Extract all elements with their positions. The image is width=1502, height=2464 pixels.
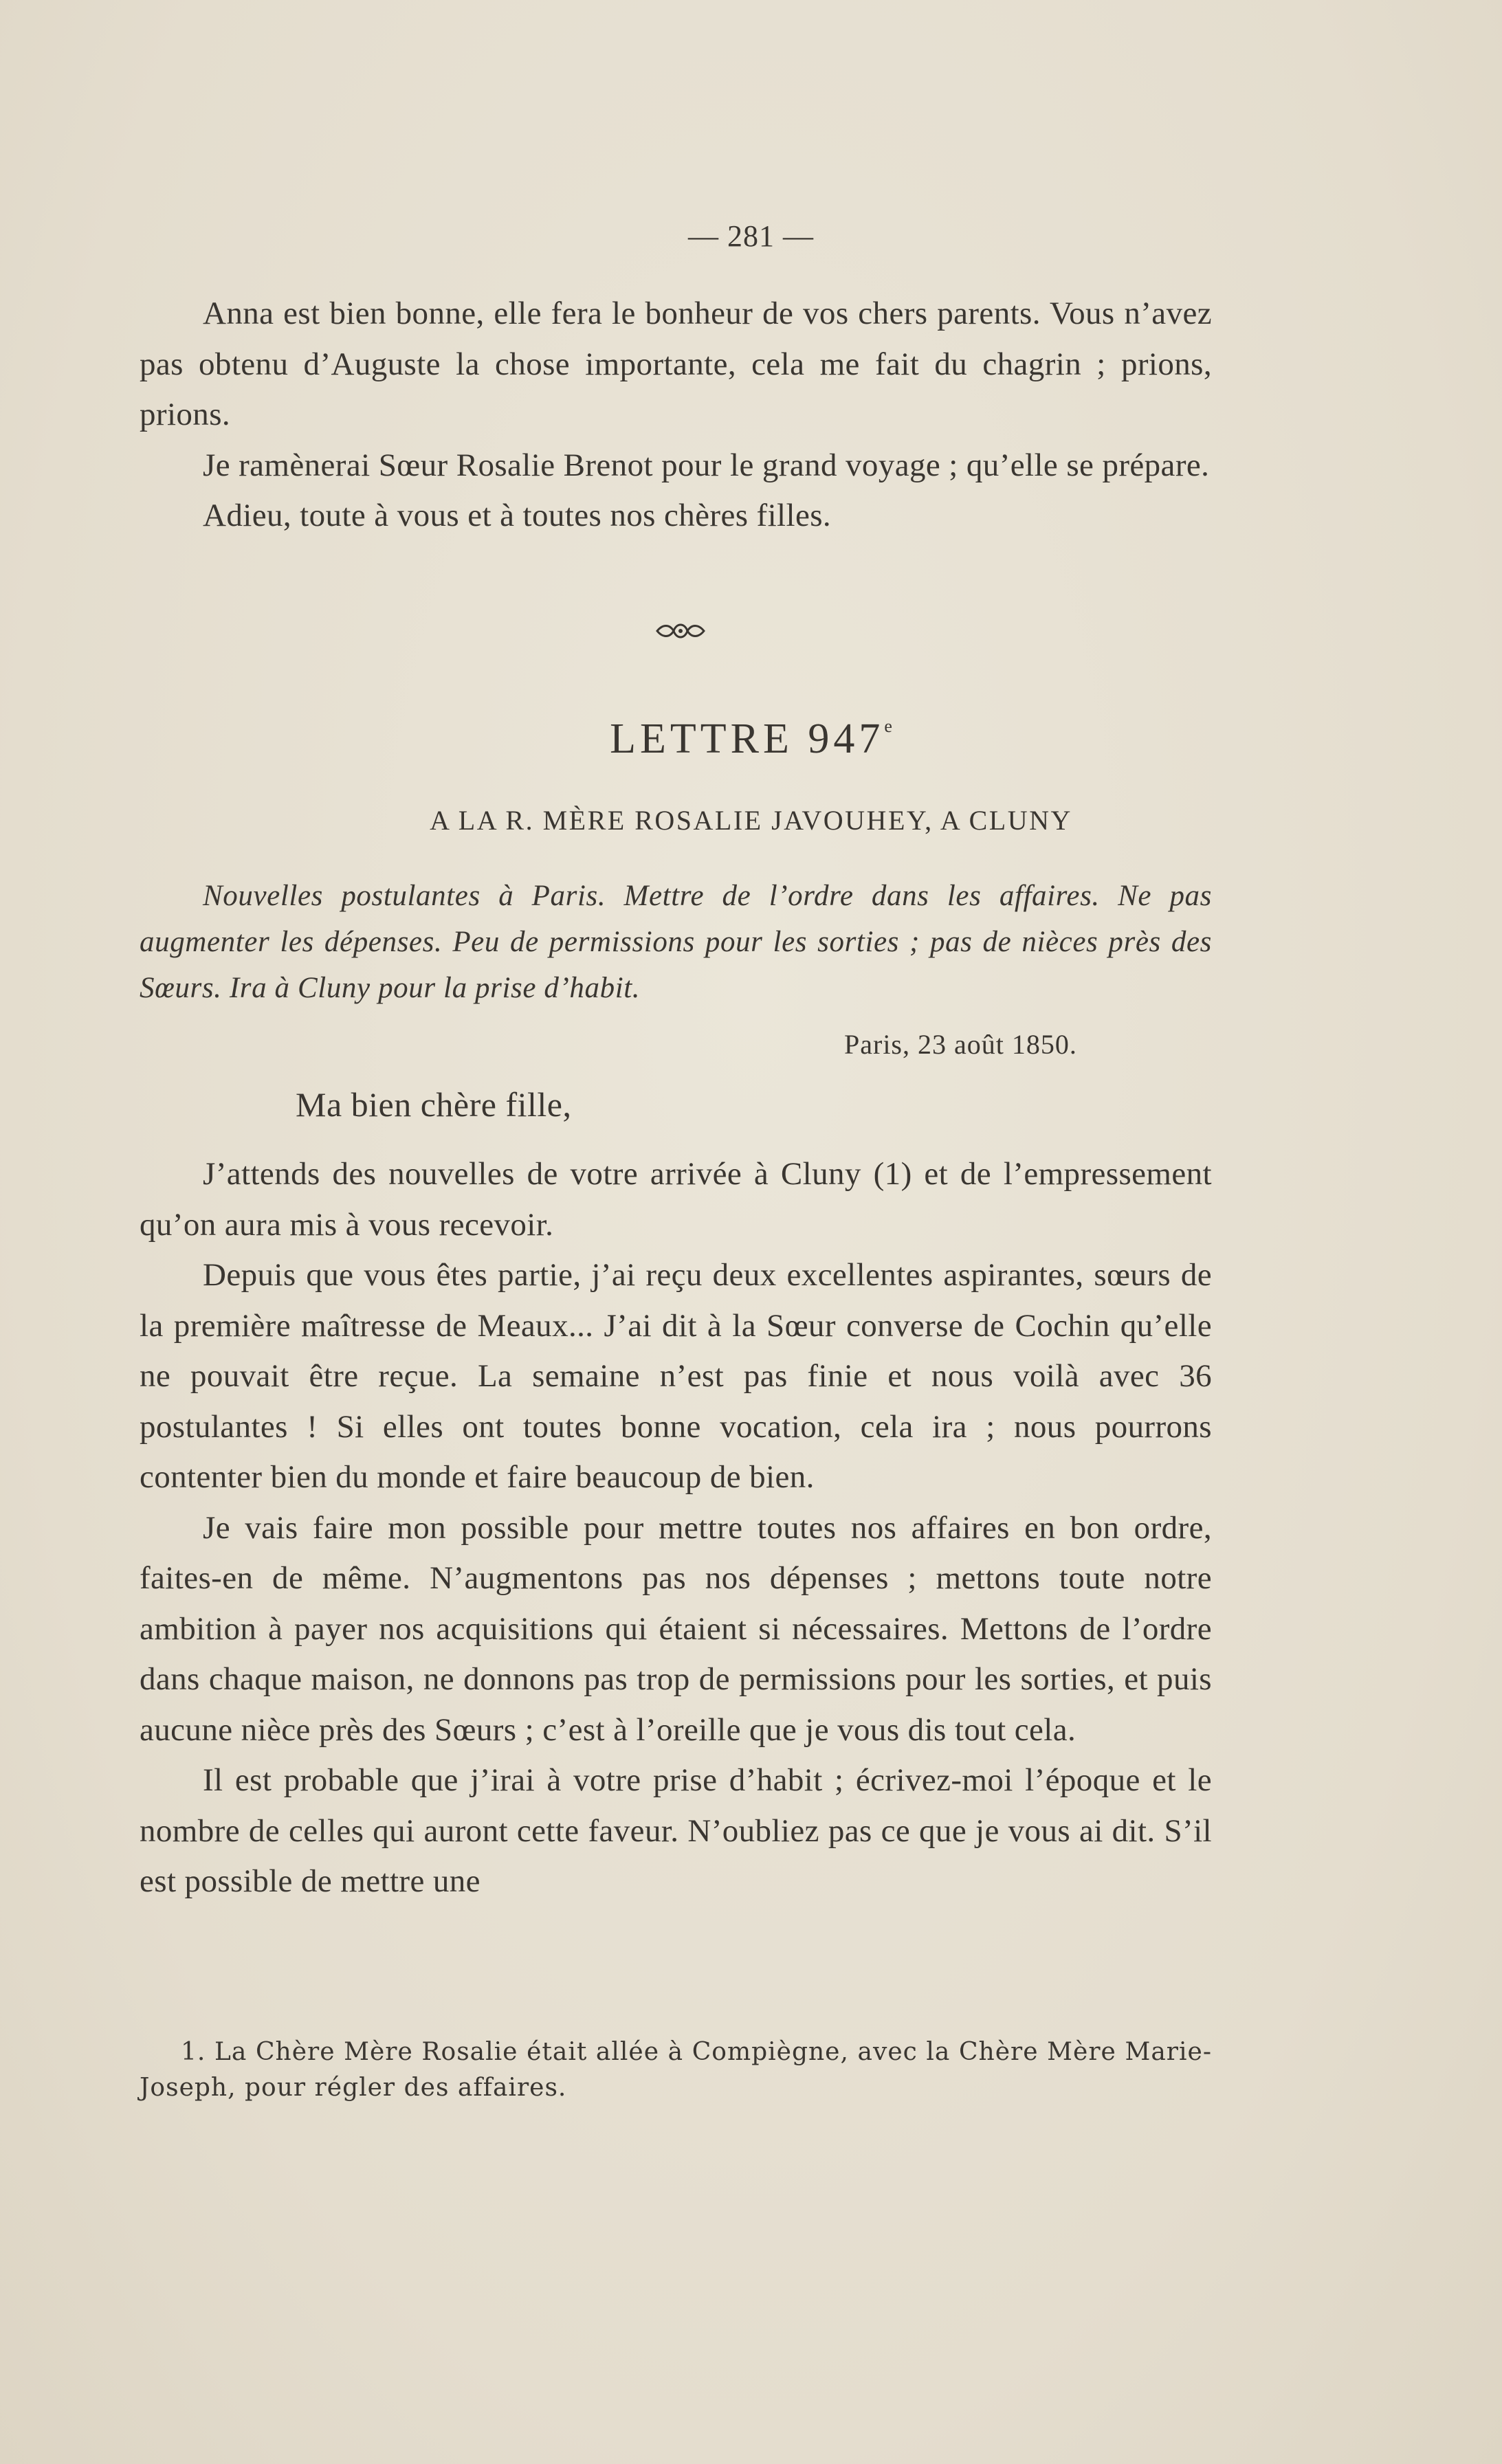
footnote (140, 2034, 1212, 2106)
footnote-number: 1. (181, 2038, 206, 2066)
body-paragraph: Depuis que vous êtes partie, j’ai reçu deux excellentes aspirantes, sœurs de la première maîtresse de Meaux... J’ai dit à la Sœur converse de Cochin qu’elle ne pouvait être reçue. La semaine n’est pas finie et nous voilà avec 36 postulantes ! Si elles ont toutes bonne vocation, cela ira ; nous pourrons contenter bien du monde et faire beaucoup de bien. (140, 1257, 1212, 1495)
letter-dateline: Paris, 23 août 1850. (844, 1029, 1077, 1060)
fleuron-icon (653, 617, 708, 645)
letter-salutation: Ma bien chère fille, (296, 1085, 572, 1124)
letter-recipient: A LA R. MÈRE ROSALIE JAVOUHEY, A CLUNY (430, 805, 1072, 836)
body-paragraph: Je vais faire mon possible pour mettre toutes nos affaires en bon ordre, faites-en de même. N’augmentons pas nos dépenses ; mettons toute notre ambition à payer nos acquisitions qui étaient si nécessaires. Mettons de l’ordre dans chaque maison, ne donnons pas trop de permissions pour les sorties, et puis aucune nièce près des Sœurs ; c’est à l’oreille que je vous dis tout cela. (140, 1509, 1212, 1748)
opening-paragraph: Je ramènerai Sœur Rosalie Brenot pour le grand voyage ; qu’elle se prépare. (203, 447, 1210, 483)
body-paragraph: Il est probable que j’irai à votre prise d’habit ; écrivez-moi l’époque et le nombre de celles qui auront cette faveur. N’oubliez pas ce que je vous ai dit. S’il est possible de mettre une (140, 1762, 1212, 1899)
opening-paragraph: Anna est bien bonne, elle fera le bonheur de vos chers parents. Vous n’avez pas obtenu d’Auguste la chose importante, cela me fait du chagrin ; prions, prions. (140, 296, 1212, 432)
letter-heading (0, 715, 1502, 764)
opening-text (140, 289, 1212, 542)
letter-summary: Nouvelles postulantes à Paris. Mettre de l’ordre dans les affaires. Ne pas augmenter les dépenses. Peu de permissions pour les sorties ; pas de nièces près des Sœurs. Ira à Cluny pour la prise d’habit. (140, 880, 1212, 1004)
body-paragraph: J’attends des nouvelles de votre arrivée à Cluny (1) et de l’empressement qu’on aura mis à vous recevoir. (140, 1156, 1212, 1243)
letter-summary-block (140, 873, 1212, 1011)
opening-paragraph: Adieu, toute à vous et à toutes nos chères filles. (203, 498, 832, 533)
footnote-text: La Chère Mère Rosalie était allée à Compiègne, avec la Chère Mère Marie-Joseph, pour régler des affaires. (140, 2038, 1212, 2102)
footnote-block (140, 2034, 1212, 2106)
page-number: — 281 — (688, 219, 814, 253)
letter-heading-suffix: e (884, 716, 892, 736)
letter-heading-text: LETTRE 947 (610, 715, 885, 762)
letter-body (140, 1149, 1212, 1907)
